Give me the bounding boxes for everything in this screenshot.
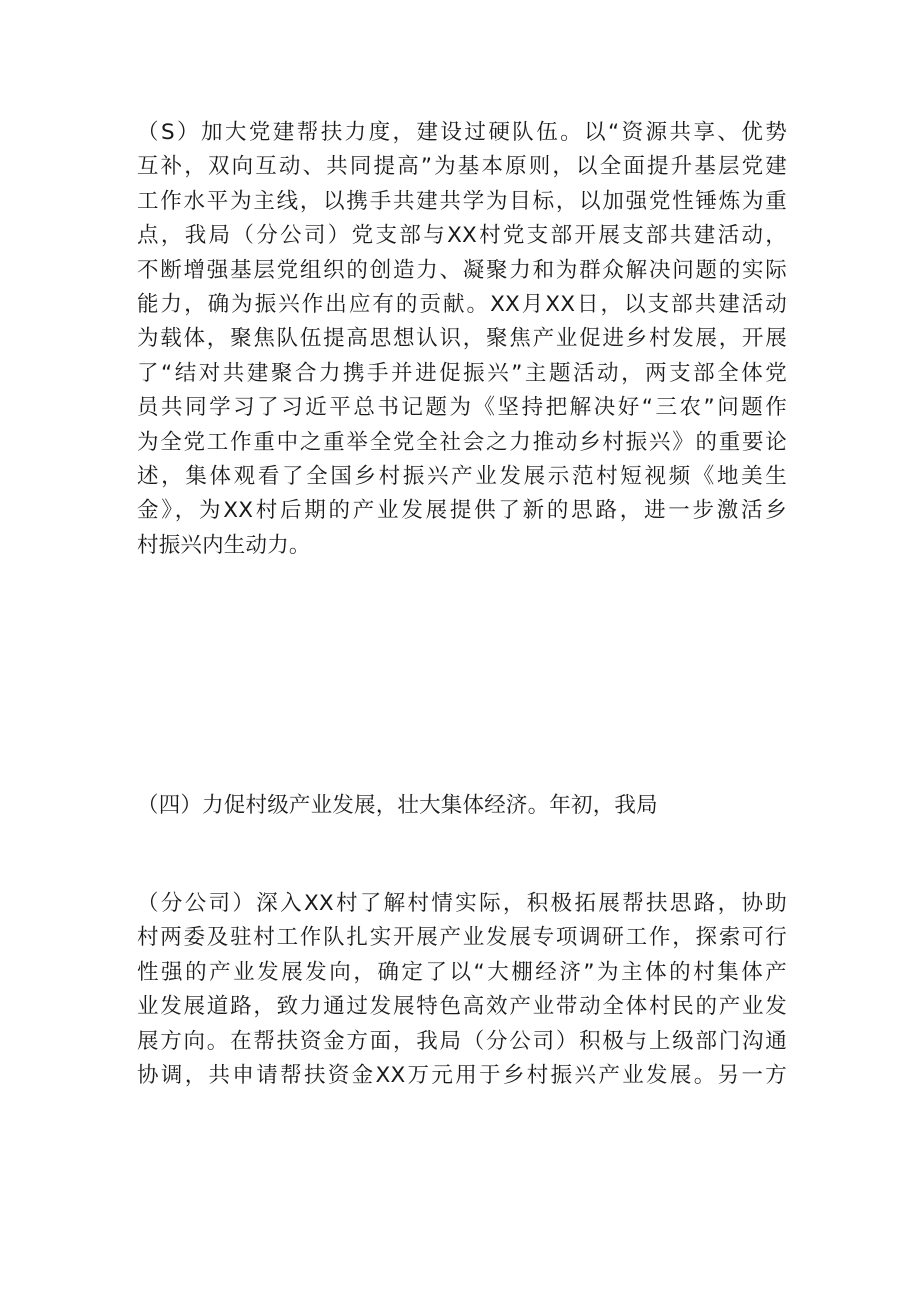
text-line: 性强的产业发展发向，确定了以“大棚经济”为主体的村集体产 — [137, 959, 787, 985]
text-line: 点，我局（分公司）党支部与XX村党支部开展支部共建活动， — [137, 223, 787, 249]
text-line: 为载体，聚焦队伍提高思想认识，聚焦产业促进乡村发展，开展 — [137, 326, 787, 352]
text-line: 互补，双向互动、共同提高”为基本原则，以全面提升基层党建 — [137, 154, 787, 180]
text-line: 金》，为XX村后期的产业发展提供了新的思路，进一步激活乡 — [137, 498, 787, 524]
text-line: 员共同学习了习近平总书记题为《坚持把解决好“三农”问题作 — [137, 395, 787, 421]
paragraph-industry-development — [137, 887, 787, 1093]
text-line: 业发展道路，致力通过发展特色高效产业带动全体村民的产业发 — [137, 994, 787, 1020]
text-line: 述，集体观看了全国乡村振兴产业发展示范村短视频《地美生 — [137, 464, 787, 490]
text-line: （四）力促村级产业发展，壮大集体经济。年初，我局 — [137, 793, 658, 818]
text-line: （S）加大党建帮扶力度，建设过硬队伍。以“资源共享、优势 — [137, 120, 787, 145]
text-line: 了“结对共建聚合力携手并进促振兴”主题活动，两支部全体党 — [137, 360, 787, 386]
text-line: 能力，确为振兴作出应有的贡献。XX月XX日，以支部共建活动 — [137, 292, 787, 318]
paragraph-party-building — [137, 116, 787, 563]
text-line: 为全党工作重中之重举全党全社会之力推动乡村振兴》的重要论 — [137, 429, 787, 455]
text-line: 展方向。在帮扶资金方面，我局（分公司）积极与上级部门沟通 — [137, 1028, 787, 1054]
text-line: 村两委及驻村工作队扎实开展产业发展专项调研工作，探索可行 — [137, 925, 787, 951]
text-line: 村振兴内生动力。 — [137, 532, 311, 558]
text-line: 协调，共申请帮扶资金XX万元用于乡村振兴产业发展。另一方 — [137, 1063, 787, 1089]
text-line: 不断增强基层党组织的创造力、凝聚力和为群众解决问题的实际 — [137, 257, 787, 283]
paragraph-industry-heading — [137, 789, 787, 823]
text-line: 工作水平为主线，以携手共建共学为目标，以加强党性锤炼为重 — [137, 188, 787, 214]
text-line: （分公司）深入XX村了解村情实际，积极拓展帮扶思路，协助 — [137, 891, 787, 916]
